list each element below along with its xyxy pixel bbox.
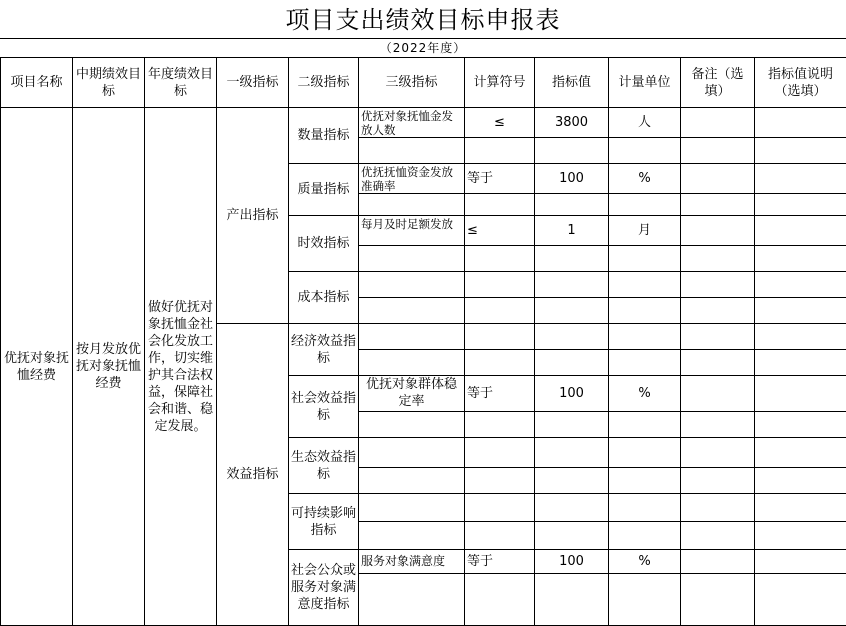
satisfaction-indicator-name: 服务对象满意度 xyxy=(359,550,465,574)
quantity-value: 3800 xyxy=(535,108,609,138)
level2-timeliness: 时效指标 xyxy=(289,216,359,272)
table-row xyxy=(1,108,846,138)
performance-table xyxy=(0,57,846,626)
header-row xyxy=(1,58,846,108)
timeliness-unit: 月 xyxy=(609,216,681,246)
header-unit: 计量单位 xyxy=(609,58,681,108)
level1-output: 产出指标 xyxy=(217,108,289,324)
social-unit: % xyxy=(609,376,681,412)
quality-unit: % xyxy=(609,164,681,194)
level2-quality: 质量指标 xyxy=(289,164,359,216)
project-name-cell: 优抚对象抚恤经费 xyxy=(1,108,73,626)
quantity-symbol: ≤ xyxy=(465,108,535,138)
satisfaction-symbol: 等于 xyxy=(465,550,535,574)
level2-economic: 经济效益指标 xyxy=(289,324,359,376)
header-level2: 二级指标 xyxy=(289,58,359,108)
quality-value: 100 xyxy=(535,164,609,194)
quality-indicator-name: 优抚抚恤资金发放准确率 xyxy=(359,164,465,194)
header-value: 指标值 xyxy=(535,58,609,108)
social-value: 100 xyxy=(535,376,609,412)
level2-quantity: 数量指标 xyxy=(289,108,359,164)
header-value-note: 指标值说明（选填） xyxy=(755,58,846,108)
quality-symbol: 等于 xyxy=(465,164,535,194)
header-remark: 备注（选填） xyxy=(681,58,755,108)
level2-cost: 成本指标 xyxy=(289,272,359,324)
level2-ecological: 生态效益指标 xyxy=(289,438,359,494)
timeliness-value: 1 xyxy=(535,216,609,246)
level2-sustainable: 可持续影响指标 xyxy=(289,494,359,550)
level1-benefit: 效益指标 xyxy=(217,324,289,626)
quantity-unit: 人 xyxy=(609,108,681,138)
page-title: 项目支出绩效目标申报表 xyxy=(0,0,846,38)
timeliness-indicator-name: 每月及时足额发放 xyxy=(359,216,465,246)
header-level3: 三级指标 xyxy=(359,58,465,108)
header-symbol: 计算符号 xyxy=(465,58,535,108)
social-symbol: 等于 xyxy=(465,376,535,412)
report-year: （2022年度） xyxy=(0,38,846,58)
mid-term-goal-cell: 按月发放优抚对象抚恤经费 xyxy=(73,108,145,626)
remark-cell xyxy=(681,108,755,138)
level2-satisfaction: 社会公众或服务对象满意度指标 xyxy=(289,550,359,626)
value-note-cell xyxy=(755,108,846,138)
header-project-name: 项目名称 xyxy=(1,58,73,108)
social-indicator-name: 优抚对象群体稳定率 xyxy=(359,376,465,412)
annual-goal-cell: 做好优抚对象抚恤金社会化发放工作，切实维护其合法权益，保障社会和谐、稳定发展。 xyxy=(145,108,217,626)
satisfaction-unit: % xyxy=(609,550,681,574)
level2-social: 社会效益指标 xyxy=(289,376,359,438)
satisfaction-value: 100 xyxy=(535,550,609,574)
header-mid-term-goal: 中期绩效目标 xyxy=(73,58,145,108)
quantity-indicator-name: 优抚对象抚恤金发放人数 xyxy=(359,108,465,138)
header-annual-goal: 年度绩效目标 xyxy=(145,58,217,108)
timeliness-symbol: ≤ xyxy=(465,216,535,246)
header-level1: 一级指标 xyxy=(217,58,289,108)
